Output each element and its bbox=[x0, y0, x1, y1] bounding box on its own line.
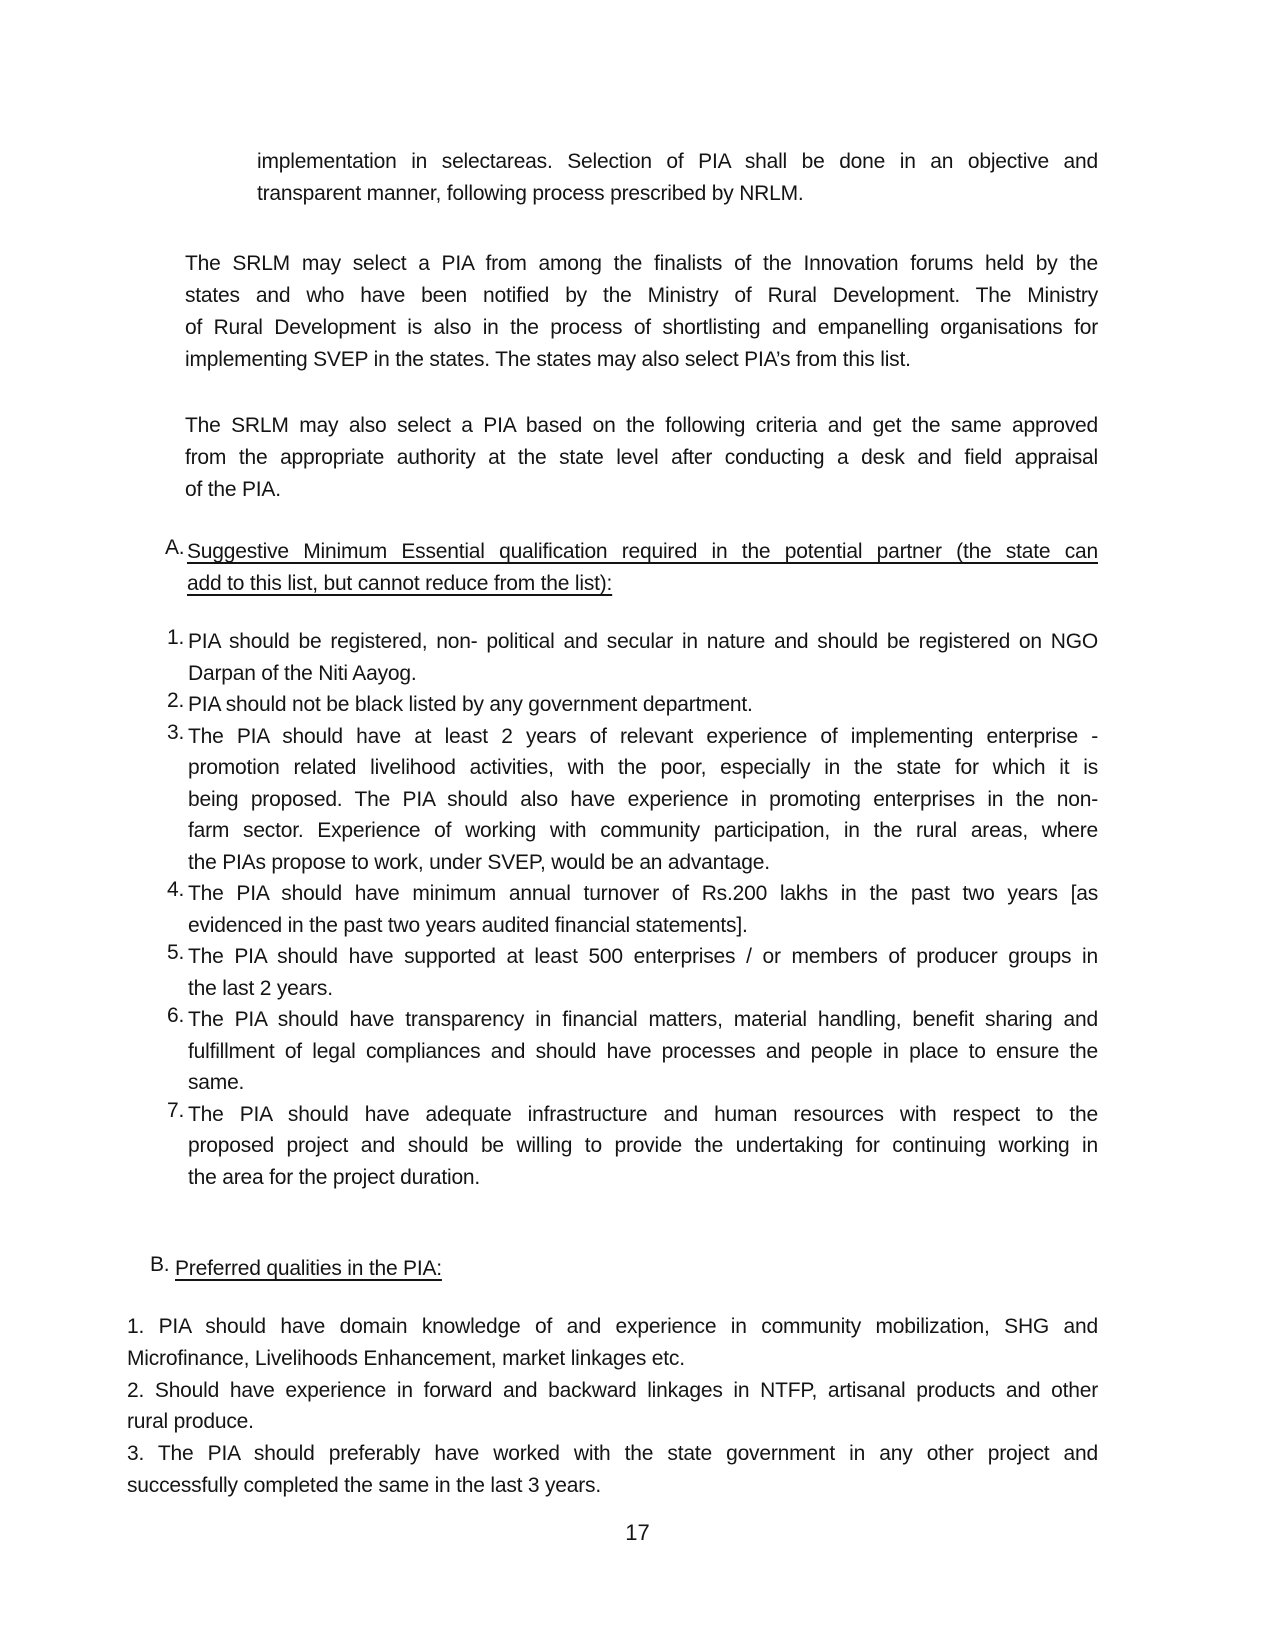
text-line: of Rural Development is also in the process of shortlisting and empanelling organisations for bbox=[185, 316, 1098, 339]
text-line: implementation in selectareas. Selection of PIA shall be done in an objective and bbox=[257, 150, 1098, 173]
b-heading-block bbox=[127, 1253, 1098, 1285]
text-line: PIA should not be black listed by any government department. bbox=[188, 693, 753, 716]
text-line: The SRLM may also select a PIA based on the following criteria and get the same approved bbox=[185, 414, 1098, 437]
text-line: Preferred qualities in the PIA: bbox=[175, 1257, 442, 1280]
text-line: successfully completed the same in the last 3 years. bbox=[127, 1473, 601, 1497]
b-item-block bbox=[127, 1375, 1098, 1439]
text-line: transparent manner, following process prescribed by NRLM. bbox=[257, 182, 804, 205]
a-item-block bbox=[127, 878, 1098, 941]
text-line: Darpan of the Niti Aayog. bbox=[188, 661, 417, 685]
text-line: the PIAs propose to work, under SVEP, would be an advantage. bbox=[188, 850, 770, 874]
text-line: The PIA should have supported at least 500 enterprises / or members of producer groups in bbox=[188, 945, 1098, 968]
list-marker: 4. bbox=[167, 878, 185, 901]
a-item-block bbox=[127, 626, 1098, 689]
a-item-block bbox=[127, 1004, 1098, 1099]
list-marker: 6. bbox=[167, 1004, 185, 1027]
text-line: PIA should be registered, non- political and secular in nature and should be registered on NGO bbox=[188, 630, 1098, 653]
p-deep-block bbox=[127, 146, 1098, 210]
p-block bbox=[127, 410, 1098, 506]
text-line: 2. Should have experience in forward and backward linkages in NTFP, artisanal products and other bbox=[127, 1378, 1098, 1402]
text-line: of the PIA. bbox=[185, 478, 281, 501]
text-line: proposed project and should be willing to provide the undertaking for continuing working in bbox=[188, 1134, 1098, 1157]
a-heading-block bbox=[127, 536, 1098, 600]
text-line: farm sector. Experience of working with community participation, in the rural areas, where bbox=[188, 819, 1098, 842]
text-line: promotion related livelihood activities, with the poor, especially in the state for which it is bbox=[188, 756, 1098, 779]
page-number: 17 bbox=[625, 1520, 650, 1545]
text-line: rural produce. bbox=[127, 1410, 254, 1434]
text-line: the area for the project duration. bbox=[188, 1165, 481, 1189]
text-line: Suggestive Minimum Essential qualification required in the potential partner (the state can bbox=[187, 540, 1098, 563]
text-line: add to this list, but cannot reduce from the list): bbox=[187, 572, 613, 595]
text-line: evidenced in the past two years audited financial statements]. bbox=[188, 913, 748, 937]
text-line: The PIA should have adequate infrastructure and human resources with respect to the bbox=[188, 1102, 1098, 1126]
a-item-block bbox=[127, 941, 1098, 1004]
text-line: 3. The PIA should preferably have worked with the state government in any other project and bbox=[127, 1442, 1098, 1466]
text-line: implementing SVEP in the states. The states may also select PIA’s from this list. bbox=[185, 348, 911, 371]
text-line: 1. PIA should have domain knowledge of and experience in community mobilization, SHG and bbox=[127, 1315, 1098, 1338]
list-marker: 1. bbox=[167, 626, 185, 649]
document-content bbox=[127, 146, 1098, 1502]
b-item-block bbox=[127, 1311, 1098, 1375]
text-line: same. bbox=[188, 1071, 245, 1094]
p-block bbox=[127, 248, 1098, 376]
list-marker: 7. bbox=[167, 1098, 185, 1122]
text-line: the last 2 years. bbox=[188, 976, 333, 1000]
a-item-block bbox=[127, 721, 1098, 879]
text-line: The PIA should have minimum annual turnover of Rs.200 lakhs in the past two years [as bbox=[188, 882, 1098, 905]
b-item-block bbox=[127, 1438, 1098, 1502]
text-line: fulfillment of legal compliances and should have processes and people in place to ensure the bbox=[188, 1039, 1098, 1063]
a-item-block bbox=[127, 689, 1098, 721]
a-item-block bbox=[127, 1099, 1098, 1194]
list-marker: 5. bbox=[167, 941, 185, 964]
list-marker: B. bbox=[150, 1253, 170, 1276]
list-marker: 3. bbox=[167, 720, 185, 744]
list-marker: A. bbox=[165, 536, 185, 559]
text-line: The PIA should have at least 2 years of relevant experience of implementing enterprise - bbox=[188, 724, 1098, 748]
text-line: The PIA should have transparency in financial matters, material handling, benefit sharing and bbox=[188, 1008, 1098, 1031]
text-line: being proposed. The PIA should also have experience in promoting enterprises in the non- bbox=[188, 787, 1098, 811]
list-marker: 2. bbox=[167, 689, 185, 712]
text-line: states and who have been notified by the Ministry of Rural Development. The Ministry bbox=[185, 284, 1098, 307]
text-line: The SRLM may select a PIA from among the finalists of the Innovation forums held by the bbox=[185, 252, 1098, 275]
text-line: from the appropriate authority at the state level after conducting a desk and field appraisal bbox=[185, 446, 1098, 469]
text-line: Microfinance, Livelihoods Enhancement, market linkages etc. bbox=[127, 1346, 685, 1370]
